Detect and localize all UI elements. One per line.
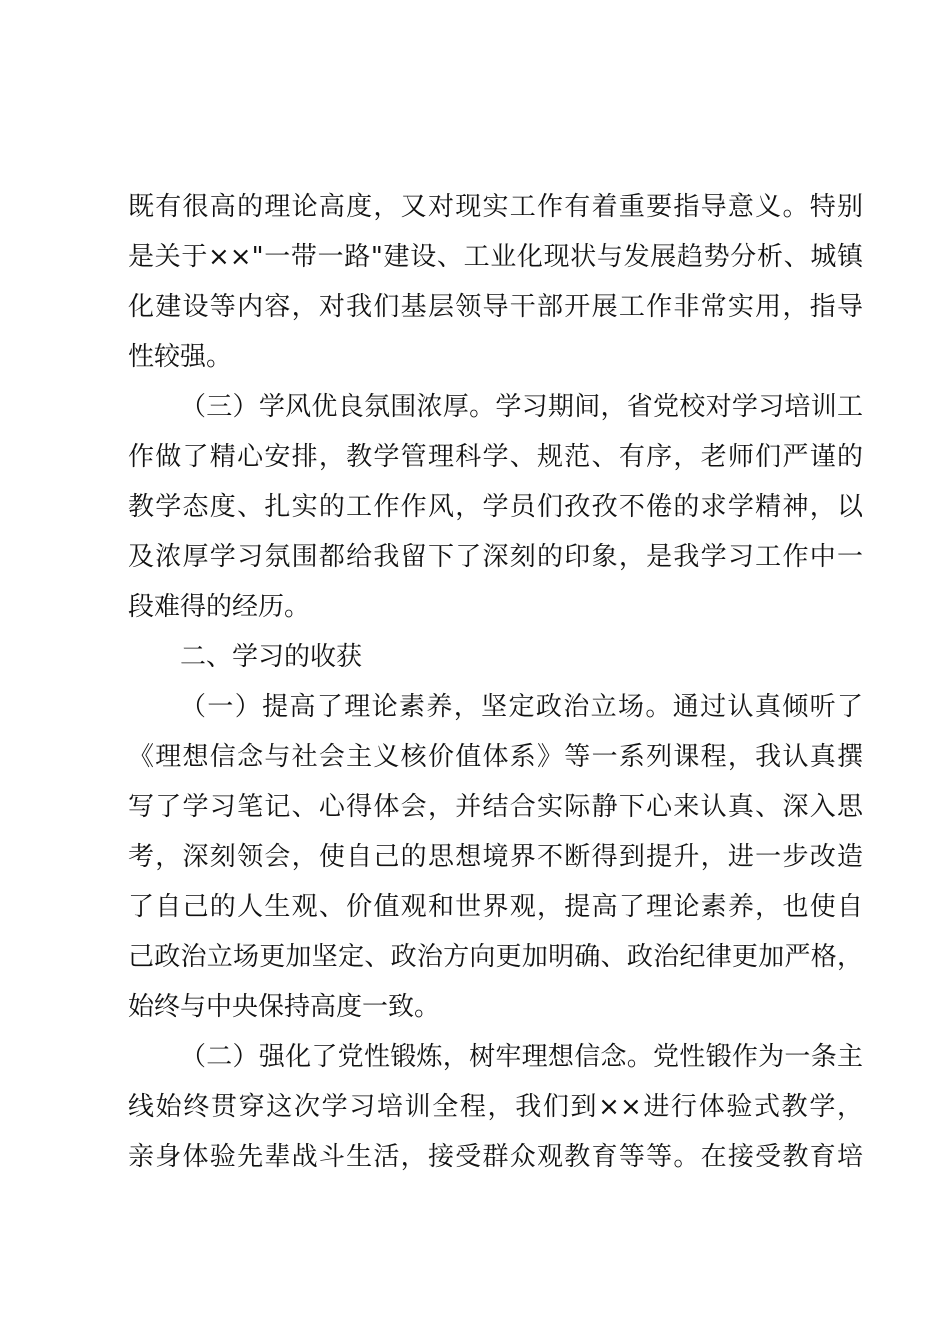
text-line: 既有很高的理论高度，又对现实工作有着重要指导意义。特别 [128, 192, 863, 222]
text-line: 化建设等内容，对我们基层领导干部开展工作非常实用，指导 [128, 292, 863, 322]
text-line: 始终与中央保持高度一致。 [128, 992, 441, 1022]
body-text [128, 182, 863, 1182]
text-line: 己政治立场更加坚定、政治方向更加明确、政治纪律更加严格， [128, 942, 863, 972]
paragraph-heading-3: （三）学风优良氛围浓厚。学习期间，省党校对学习培训工 [180, 392, 863, 422]
text-line: 作做了精心安排，教学管理科学、规范、有序，老师们严谨的 [128, 442, 863, 472]
text-line: 考，深刻领会，使自己的思想境界不断得到提升，进一步改造 [128, 842, 863, 872]
text-line: 及浓厚学习氛围都给我留下了深刻的印象，是我学习工作中一 [128, 542, 863, 572]
text-line: 写了学习笔记、心得体会，并结合实际静下心来认真、深入思 [128, 792, 863, 822]
text-line: 了自己的人生观、价值观和世界观，提高了理论素养，也使自 [128, 892, 863, 922]
text-line: 教学态度、扎实的工作作风，学员们孜孜不倦的求学精神，以 [128, 492, 863, 522]
paragraph-heading-1: （一）提高了理论素养，坚定政治立场。通过认真倾听了 [180, 692, 863, 722]
text-line: 《理想信念与社会主义核价值体系》等一系列课程，我认真撰 [128, 742, 863, 772]
text-line: 线始终贯穿这次学习培训全程，我们到××进行体验式教学， [128, 1092, 863, 1122]
text-line: 段难得的经历。 [128, 592, 311, 622]
text-line: 是关于××"一带一路"建设、工业化现状与发展趋势分析、城镇 [128, 242, 863, 272]
text-line: 性较强。 [128, 342, 233, 372]
text-line: 亲身体验先辈战斗生活，接受群众观教育等等。在接受教育培 [128, 1142, 863, 1172]
paragraph-heading-2: （二）强化了党性锻炼，树牢理想信念。党性锻作为一条主 [180, 1042, 863, 1072]
section-heading: 二、学习的收获 [180, 642, 363, 672]
